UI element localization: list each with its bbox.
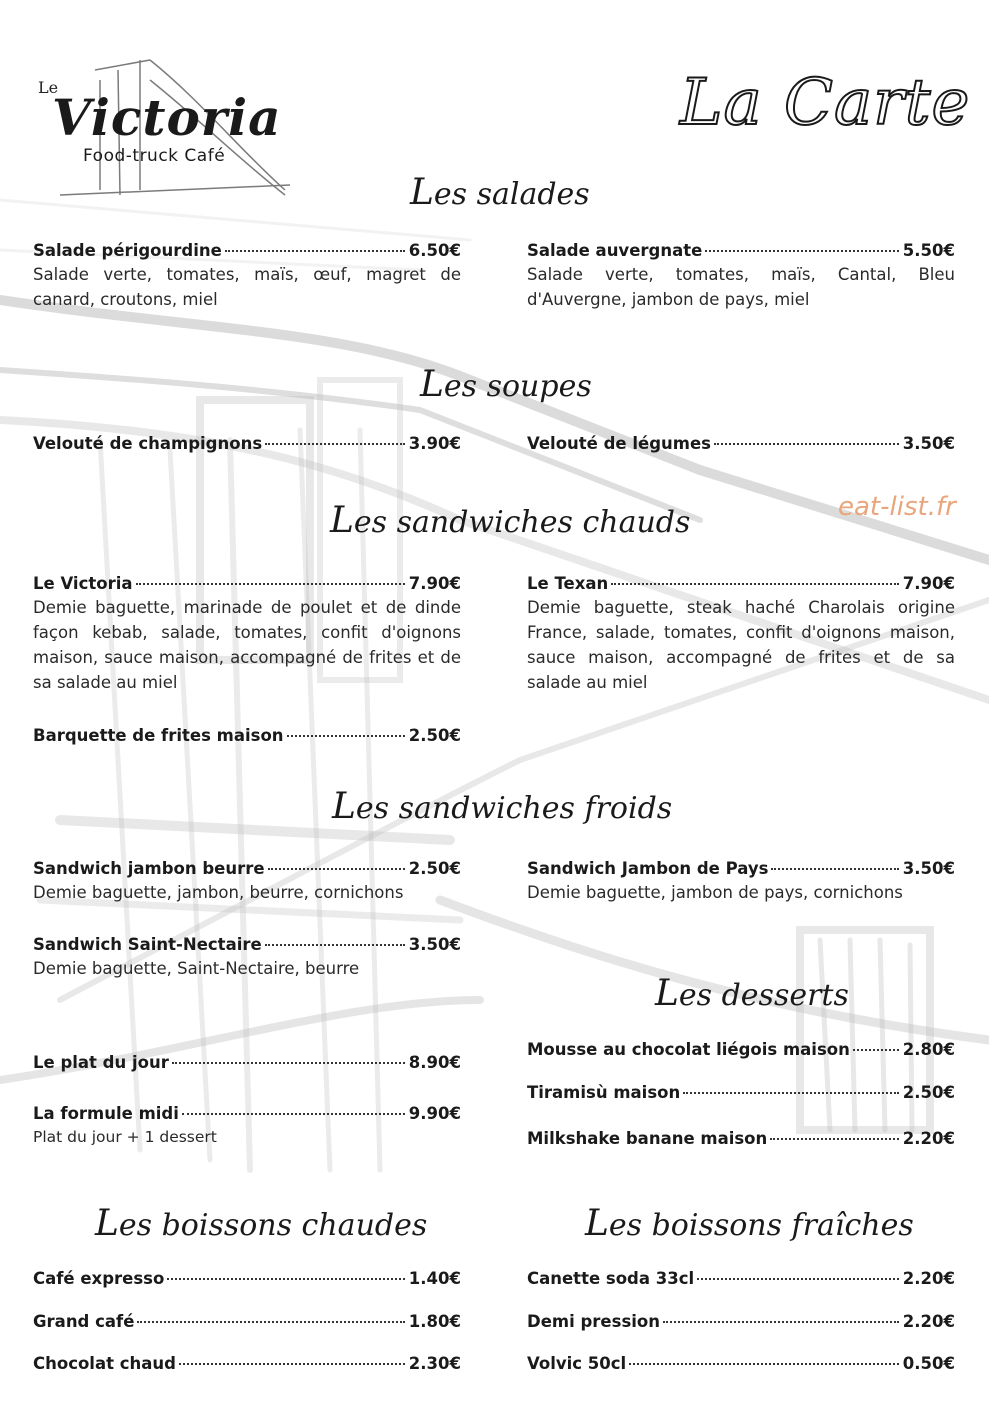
- item-price: 5.50€: [902, 241, 955, 260]
- item-name: Salade auvergnate: [527, 241, 703, 260]
- menu-item-sandwich-saint-nectaire: [33, 934, 461, 981]
- item-price: 3.90€: [408, 434, 461, 453]
- item-price: 3.50€: [408, 935, 461, 954]
- item-description: Salade verte, tomates, maïs, œuf, magret de canard, croutons, miel: [33, 265, 461, 309]
- item-price: 2.50€: [408, 859, 461, 878]
- item-price: 2.80€: [902, 1040, 955, 1059]
- menu-item-grand-cafe: [33, 1311, 461, 1333]
- item-price: 1.80€: [408, 1312, 461, 1331]
- item-price: 6.50€: [408, 241, 461, 260]
- menu-item-plat-du-jour: [33, 1052, 461, 1074]
- menu-item-canette-soda: [527, 1268, 955, 1290]
- dot-leader: [179, 1363, 405, 1365]
- dot-leader: [182, 1113, 405, 1115]
- item-price: 3.50€: [902, 859, 955, 878]
- item-name: Barquette de frites maison: [33, 726, 284, 745]
- item-description: Demie baguette, jambon de pays, cornichons: [527, 883, 903, 902]
- item-name: Tiramisù maison: [527, 1083, 681, 1102]
- menu-item-le-victoria: [33, 573, 461, 695]
- dot-leader: [136, 583, 405, 585]
- dot-leader: [629, 1363, 899, 1365]
- item-description: Demie baguette, marinade de poulet et de dinde façon kebab, salade, tomates, confit d'oignons maison, sauce maison, accompagné de frites et de sa salade au miel: [33, 598, 461, 692]
- item-description: Demie baguette, Saint-Nectaire, beurre: [33, 959, 360, 978]
- item-description: Demie baguette, jambon, beurre, cornichons: [33, 883, 404, 902]
- item-name: Volvic 50cl: [527, 1354, 627, 1373]
- watermark: eat-list.fr: [838, 492, 956, 522]
- logo-le: Le: [38, 78, 59, 97]
- item-price: 2.20€: [902, 1269, 955, 1288]
- dot-leader: [853, 1049, 899, 1051]
- dot-leader: [683, 1092, 899, 1094]
- section-sandwiches-froids: Les sandwiches froids: [332, 786, 673, 827]
- item-price: 2.50€: [408, 726, 461, 745]
- dot-leader: [697, 1278, 899, 1280]
- dot-leader: [172, 1062, 405, 1064]
- item-price: 7.90€: [902, 574, 955, 593]
- menu-item-volvic: [527, 1353, 955, 1375]
- section-salades: Les salades: [410, 172, 590, 213]
- item-name: Le plat du jour: [33, 1053, 169, 1072]
- menu-item-sandwich-jambon-beurre: [33, 858, 461, 905]
- item-name: Velouté de champignons: [33, 434, 263, 453]
- item-price: 3.50€: [902, 434, 955, 453]
- menu-item-le-texan: [527, 573, 955, 695]
- item-name: Mousse au chocolat liégois maison: [527, 1040, 850, 1059]
- item-price: 0.50€: [902, 1354, 955, 1373]
- dot-leader: [714, 443, 899, 445]
- page-title: La Carte: [680, 66, 971, 140]
- dot-leader: [770, 1138, 899, 1140]
- item-name: Sandwich jambon beurre: [33, 859, 265, 878]
- menu-item-cafe-expresso: [33, 1268, 461, 1290]
- item-price: 2.50€: [902, 1083, 955, 1102]
- dot-leader: [265, 443, 405, 445]
- menu-item-formule-midi: [33, 1103, 461, 1150]
- menu-item-salade-auvergnate: [527, 240, 955, 312]
- item-name: Le Victoria: [33, 574, 133, 593]
- item-price: 2.20€: [902, 1312, 955, 1331]
- dot-leader: [705, 250, 899, 252]
- logo-name: Victoria: [52, 88, 282, 147]
- item-description: Demie baguette, steak haché Charolais origine France, salade, tomates, confit d'oignons maison, sauce maison, accompagné de frites et de sa salade au miel: [527, 598, 955, 692]
- menu-item-veloute-legumes: [527, 433, 955, 455]
- section-boissons-fraiches: Les boissons fraîches: [585, 1203, 914, 1244]
- dot-leader: [771, 868, 898, 870]
- item-name: Chocolat chaud: [33, 1354, 176, 1373]
- menu-item-tiramisu: [527, 1082, 955, 1104]
- item-name: La formule midi: [33, 1104, 179, 1123]
- item-price: 7.90€: [408, 574, 461, 593]
- item-name: Café expresso: [33, 1269, 165, 1288]
- item-name: Demi pression: [527, 1312, 660, 1331]
- menu-item-milkshake: [527, 1128, 955, 1150]
- item-name: Milkshake banane maison: [527, 1129, 768, 1148]
- menu-item-barquette-frites: [33, 725, 461, 747]
- menu-item-salade-perigourdine: [33, 240, 461, 312]
- dot-leader: [268, 868, 405, 870]
- logo: [30, 60, 290, 210]
- item-name: Sandwich Jambon de Pays: [527, 859, 769, 878]
- item-name: Canette soda 33cl: [527, 1269, 695, 1288]
- menu-item-sandwich-jambon-pays: [527, 858, 955, 905]
- menu-item-mousse-chocolat: [527, 1039, 955, 1061]
- item-name: Le Texan: [527, 574, 609, 593]
- dot-leader: [611, 583, 899, 585]
- dot-leader: [663, 1321, 899, 1323]
- item-name: Sandwich Saint-Nectaire: [33, 935, 262, 954]
- item-name: Grand café: [33, 1312, 135, 1331]
- logo-subtitle: Food-truck Café: [83, 146, 226, 166]
- section-boissons-chaudes: Les boissons chaudes: [95, 1203, 428, 1244]
- section-soupes: Les soupes: [420, 364, 592, 405]
- menu-item-demi-pression: [527, 1311, 955, 1333]
- menu-item-veloute-champignons: [33, 433, 461, 455]
- section-sandwiches-chauds: Les sandwiches chauds: [330, 500, 691, 541]
- dot-leader: [225, 250, 405, 252]
- section-desserts: Les desserts: [655, 973, 849, 1014]
- item-price: 2.20€: [902, 1129, 955, 1148]
- item-name: Velouté de légumes: [527, 434, 711, 453]
- dot-leader: [137, 1321, 404, 1323]
- dot-leader: [167, 1278, 404, 1280]
- item-price: 9.90€: [408, 1104, 461, 1123]
- item-price: 2.30€: [408, 1354, 461, 1373]
- item-name: Salade périgourdine: [33, 241, 222, 260]
- item-price: 8.90€: [408, 1053, 461, 1072]
- item-description: Salade verte, tomates, maïs, Cantal, Bleu d'Auvergne, jambon de pays, miel: [527, 265, 955, 309]
- dot-leader: [287, 735, 405, 737]
- dot-leader: [265, 944, 405, 946]
- item-price: 1.40€: [408, 1269, 461, 1288]
- menu-item-chocolat-chaud: [33, 1353, 461, 1375]
- item-description: Plat du jour + 1 dessert: [33, 1128, 217, 1146]
